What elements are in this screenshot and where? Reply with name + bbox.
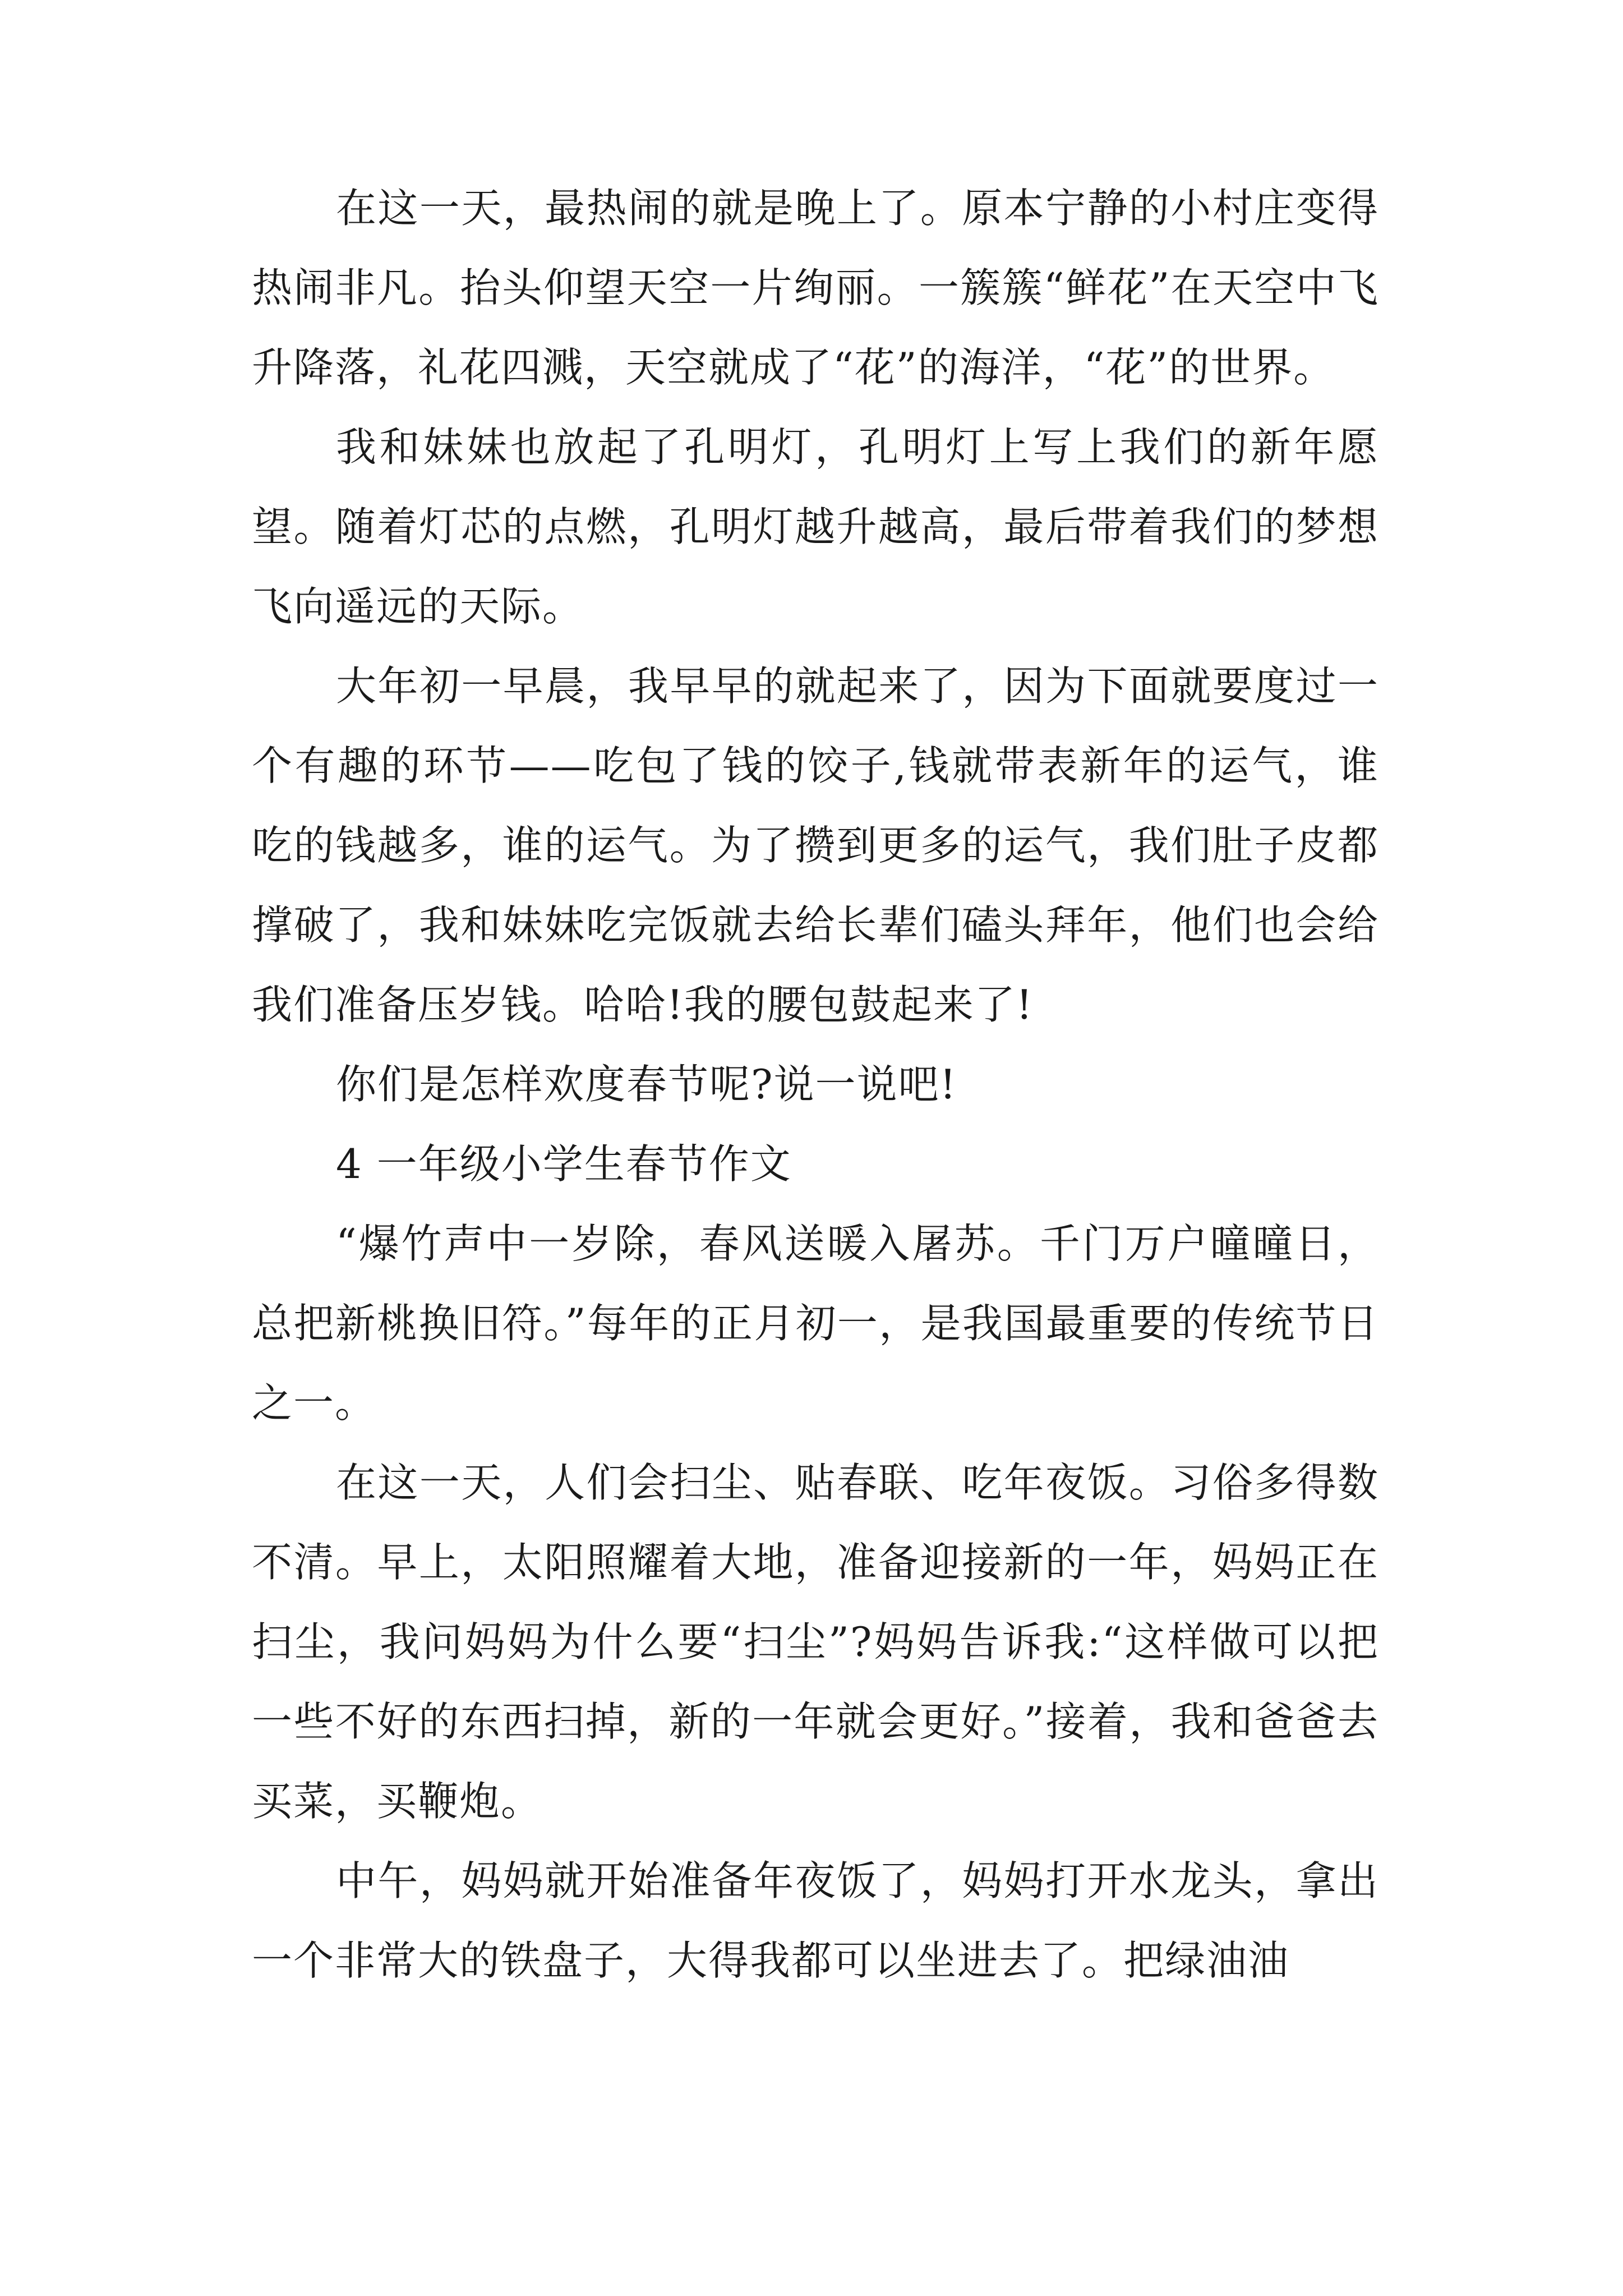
- paragraph: 大年初一早晨，我早早的就起来了，因为下面就要度过一个有趣的环节——吃包了钱的饺子,钱就带表新年的运气，谁吃的钱越多，谁的运气。为了攒到更多的运气，我们肚子皮都撑破了，我和妹妹吃完饭就去给长辈们磕头拜年，他们也会给我们准备压岁钱。哈哈!我的腰包鼓起来了!: [252, 662, 1379, 1028]
- section-title: 4 一年级小学生春节作文: [336, 1140, 792, 1188]
- paragraph: 你们是怎样欢度春节呢?说一说吧!: [336, 1061, 957, 1108]
- paragraph: 中午，妈妈就开始准备年夜饭了，妈妈打开水龙头，拿出一个非常大的铁盘子，大得我都可以坐进去了。把绿油油: [252, 1857, 1379, 1984]
- paragraph: 在这一天，最热闹的就是晚上了。原本宁静的小村庄变得热闹非凡。抬头仰望天空一片绚丽。一簇簇“鲜花”在天空中飞升降落，礼花四溅，天空就成了“花”的海洋，“花”的世界。: [252, 185, 1379, 391]
- paragraph: “爆竹声中一岁除，春风送暖入屠苏。千门万户曈曈日，总把新桃换旧符。”每年的正月初一，是我国最重要的传统节日之一。: [252, 1220, 1379, 1427]
- document-body: [252, 168, 1379, 2000]
- paragraph: 我和妹妹也放起了孔明灯，孔明灯上写上我们的新年愿望。随着灯芯的点燃，孔明灯越升越高，最后带着我们的梦想飞向遥远的天际。: [252, 424, 1379, 630]
- paragraph: 在这一天，人们会扫尘、贴春联、吃年夜饭。习俗多得数不清。早上，太阳照耀着大地，准备迎接新的一年，妈妈正在扫尘，我问妈妈为什么要“扫尘”?妈妈告诉我:“这样做可以把一些不好的东西扫掉，新的一年就会更好。”接着，我和爸爸去买菜，买鞭炮。: [252, 1459, 1379, 1825]
